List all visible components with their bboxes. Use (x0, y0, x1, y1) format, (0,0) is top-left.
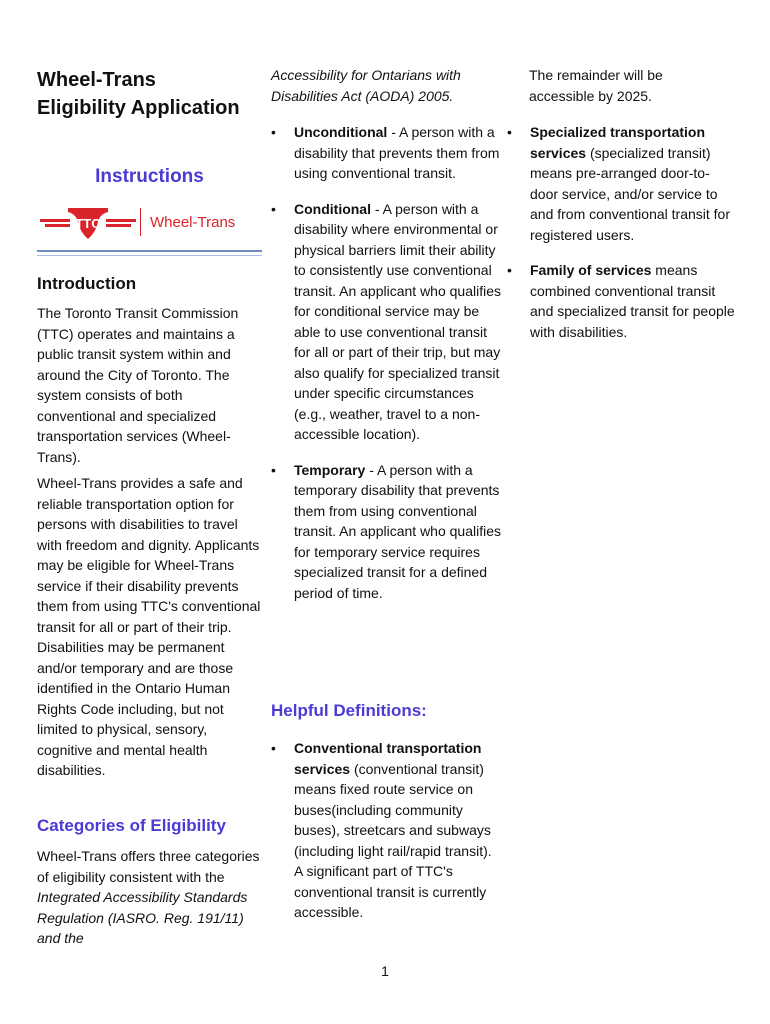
bullet-icon: • (271, 461, 276, 478)
definitions-list-part-2 (507, 122, 735, 342)
bullet-icon: • (271, 200, 276, 217)
list-item-conditional: • Conditional - A person with a disability where environmental or physical barriers limit their ability to consistently use conventional transit. An applicant who qualifies for conditional service may be able to use conventional transit for all or part of their trip, but may also qualify for specialized transit under specific circumstances (e.g., weather, travel to a non-accessible location). (271, 200, 502, 442)
title-line-1: Wheel-Trans (37, 69, 156, 91)
title-line-2: Eligibility Application (37, 97, 240, 119)
bullet-icon: • (271, 740, 276, 756)
document-title (37, 66, 240, 122)
bullet-icon: • (271, 124, 276, 140)
page-number: 1 (381, 963, 389, 979)
categories-heading: Categories of Eligibility (37, 816, 226, 835)
introduction-paragraph-2: Wheel-Trans provides a safe and reliable transportation option for persons with disabilities to travel with freedom and dignity. Applicants may be eligible for Wheel-Trans service if their disability prevents them from using TTC's conventional transit for all or part of their trip. Disabilities may be permanent and/or temporary and are those identified in the Ontario Human Rights Code including, but not limited to physical, sensory, cognitive and mental health disabilities. (37, 475, 261, 778)
header-rule (37, 250, 262, 252)
bullet-icon: • (507, 124, 512, 140)
header-rule-thin (37, 255, 262, 256)
categories-intro: Wheel-Trans offers three categories of eligibility consistent with the Integrated Accessibility Standards Regulation (IASRO. Reg. 191/11) and the (37, 848, 260, 946)
list-item-family-of-services: • Family of services means combined conventional transit and specialized transit for people with disabilities. (507, 262, 735, 340)
list-item-temporary: • Temporary - A person with a temporary disability that prevents them from using conventional transit. An applicant who qualifies for temporary service requires specialized transit for a defined period of time. (271, 461, 502, 601)
instructions-heading: Instructions (95, 166, 204, 187)
list-item-unconditional: • Unconditional - A person with a disability that prevents them from using conventional transit. (271, 124, 500, 181)
eligibility-categories-list (271, 122, 503, 603)
introduction-heading: Introduction (37, 274, 137, 293)
definitions-continued: The remainder will be accessible by 2025. (529, 67, 663, 104)
definitions-list-part-1 (271, 738, 503, 923)
svg-text:TTC: TTC (75, 216, 101, 231)
wheel-trans-brand-text: Wheel-Trans (150, 214, 236, 231)
bullet-icon: • (507, 262, 512, 278)
categories-intro-continued: Accessibility for Ontarians with Disabilities Act (AODA) 2005. (271, 67, 461, 104)
logo-divider (140, 208, 141, 236)
ttc-logo-icon (40, 202, 136, 242)
list-item-conventional-transportation: • Conventional transportation services (conventional transit) means fixed route service on buses(including community buses), streetcars and subways (including light rail/rapid transit). A significant part of TTC's conventional transit is currently accessible. (271, 740, 492, 920)
definitions-heading: Helpful Definitions: (271, 701, 427, 720)
list-item-specialized-transportation: • Specialized transportation services (specialized transit) means pre-arranged door-to-door service, and/or service to and from conventional transit for registered users. (507, 124, 730, 243)
introduction-paragraph-1: The Toronto Transit Commission (TTC) operates and maintains a public transit system within and around the City of Toronto. The system consists of both conventional and specialized transportation services (Wheel-Trans). (37, 305, 239, 465)
